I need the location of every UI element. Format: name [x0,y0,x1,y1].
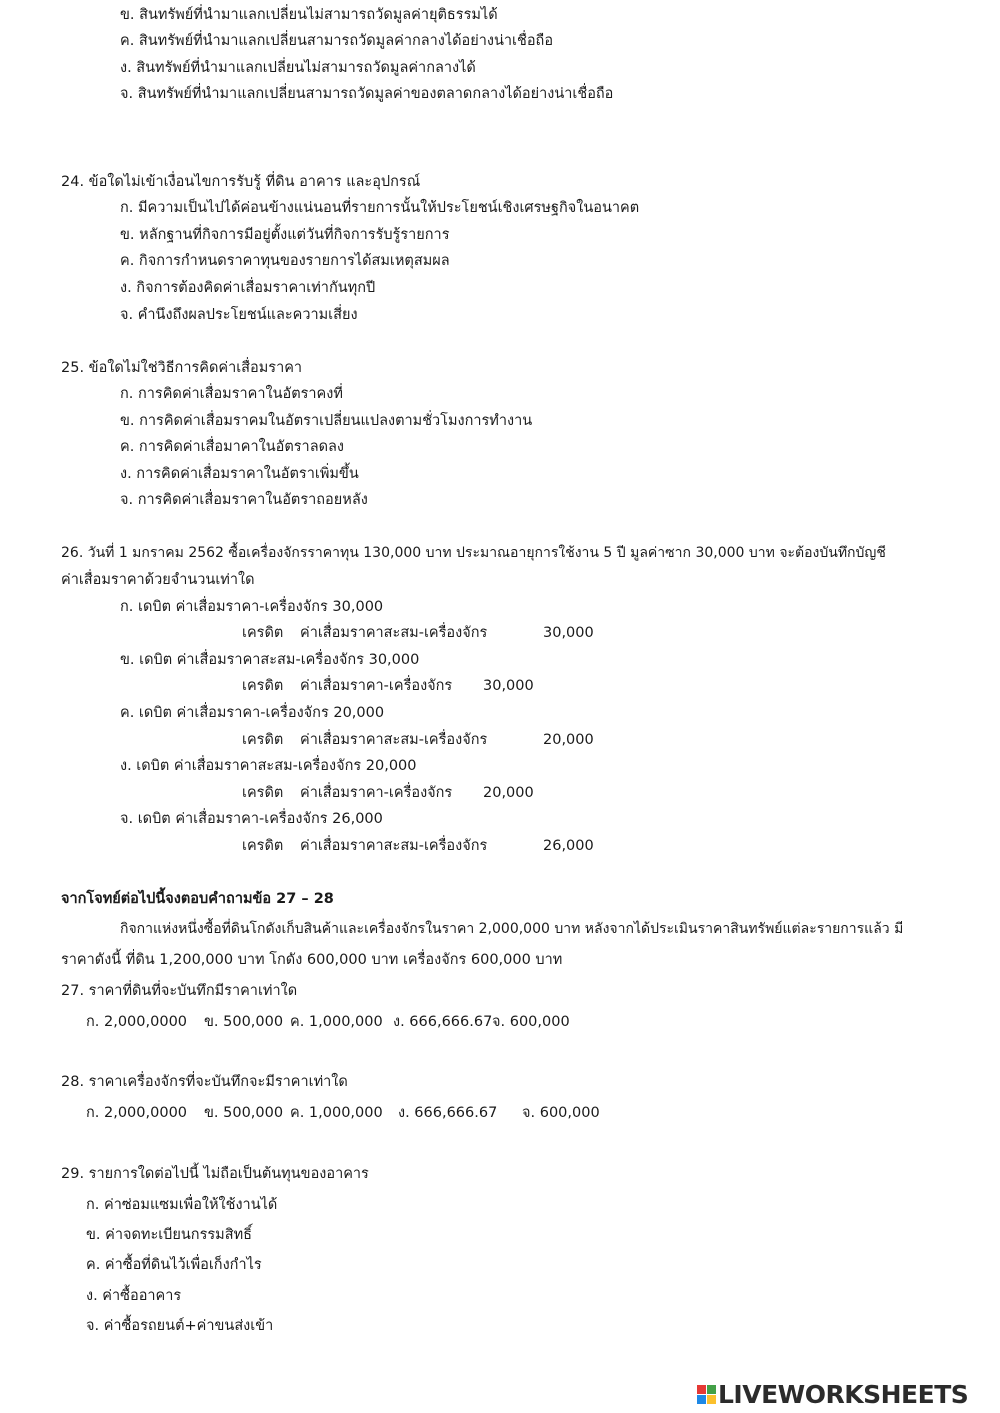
q26-credit-label: เครดิต [242,732,284,748]
q26-credit-account: ค่าเสื่อมราคา-เครื่องจักร [300,785,453,801]
q25-option: ก. การคิดค่าเสื่อมราคาในอัตราคงที่ [120,386,343,402]
q26-credit-label: เครดิต [242,785,284,801]
question-25: 25. ข้อใดไม่ใช่วิธีการคิดค่าเสื่อมราคา [61,360,303,376]
option-text: จ. สินทรัพย์ที่นำมาแลกเปลี่ยนสามารถวัดมูลค่าของตลาดกลางได้อย่างน่าเชื่อถือ [120,86,614,102]
q27-option: ง. 666,666.67 [393,1014,493,1030]
q29-option: จ. ค่าซื้อรถยนต์+ค่าขนส่งเข้า [86,1318,274,1334]
q26-option-debit: ข. เดบิต ค่าเสื่อมราคาสะสม-เครื่องจักร 30,000 [120,652,420,668]
q24-option: ค. กิจการกำหนดราคาทุนของรายการได้สมเหตุสมผล [120,253,450,269]
q26-credit-amount: 26,000 [543,838,594,854]
q26-credit-amount: 20,000 [483,785,534,801]
q26-option-debit: จ. เดบิต ค่าเสื่อมราคา-เครื่องจักร 26,000 [120,811,383,827]
q28-option: ก. 2,000,0000 [86,1105,188,1121]
q25-option: จ. การคิดค่าเสื่อมราคาในอัตราถอยหลัง [120,492,368,508]
q26-credit-label: เครดิต [242,678,284,694]
q29-option: ง. ค่าซื้ออาคาร [86,1288,182,1304]
q26-option-debit: ง. เดบิต ค่าเสื่อมราคาสะสม-เครื่องจักร 20,000 [120,758,417,774]
option-text: ข. สินทรัพย์ที่นำมาแลกเปลี่ยนไม่สามารถวัดมูลค่ายุติธรรมได้ [120,7,498,23]
section-paragraph-line1: กิจกาแห่งหนึ่งซื้อที่ดินโกดังเก็บสินค้าและเครื่องจักรในราคา 2,000,000 บาท หลังจากได้ประเมินราคาสินทรัพย์แต่ละรายการแล้ว มี [120,921,904,937]
q27-option: ค. 1,000,000 [290,1014,383,1030]
option-text: ค. สินทรัพย์ที่นำมาแลกเปลี่ยนสามารถวัดมูลค่ากลางได้อย่างน่าเชื่อถือ [120,33,554,49]
q26-credit-label: เครดิต [242,838,284,854]
section-paragraph-line2: ราคาดังนี้ ที่ดิน 1,200,000 บาท โกดัง 600,000 บาท เครื่องจักร 600,000 บาท [61,952,563,968]
q28-option: ค. 1,000,000 [290,1105,383,1121]
q26-credit-account: ค่าเสื่อมราคาสะสม-เครื่องจักร [300,732,488,748]
option-text: ง. สินทรัพย์ที่นำมาแลกเปลี่ยนไม่สามารถวัดมูลค่ากลางได้ [120,60,476,76]
question-24: 24. ข้อใดไม่เข้าเงื่อนไขการรับรู้ ที่ดิน อาคาร และอุปกรณ์ [61,174,421,190]
q26-credit-amount: 30,000 [483,678,534,694]
q25-option: ง. การคิดค่าเสื่อมราคาในอัตราเพิ่มขึ้น [120,466,359,482]
question-27: 27. ราคาที่ดินที่จะบันทึกมีราคาเท่าใด [61,983,298,999]
q26-credit-account: ค่าเสื่อมราคาสะสม-เครื่องจักร [300,838,488,854]
q26-option-debit: ก. เดบิต ค่าเสื่อมราคา-เครื่องจักร 30,000 [120,599,384,615]
q28-option: ข. 500,000 [204,1105,284,1121]
q27-option: จ. 600,000 [492,1014,570,1030]
question-29: 29. รายการใดต่อไปนี้ ไม่ถือเป็นต้นทุนของอาคาร [61,1166,369,1182]
section-heading: จากโจทย์ต่อไปนี้จงตอบคำถามข้อ 27 – 28 [61,891,334,907]
q26-credit-account: ค่าเสื่อมราคาสะสม-เครื่องจักร [300,625,488,641]
q26-credit-amount: 20,000 [543,732,594,748]
q27-option: ข. 500,000 [204,1014,284,1030]
q29-option: ข. ค่าจดทะเบียนกรรมสิทธิ์ [86,1227,252,1243]
q25-option: ข. การคิดค่าเสื่อมราคมในอัตราเปลี่ยนแปลงตามชั่วโมงการทำงาน [120,413,533,429]
q27-option: ก. 2,000,0000 [86,1014,188,1030]
q24-option: ก. มีความเป็นไปได้ค่อนข้างแน่นอนที่รายการนั้นให้ประโยชน์เชิงเศรษฐกิจในอนาคต [120,200,640,216]
q29-option: ก. ค่าซ่อมแซมเพื่อให้ใช้งานได้ [86,1197,278,1213]
question-26-line2: ค่าเสื่อมราคาด้วยจำนวนเท่าใด [61,572,255,588]
q24-option: ข. หลักฐานที่กิจการมีอยู่ตั้งแต่วันที่กิจการรับรู้รายการ [120,227,450,243]
question-28: 28. ราคาเครื่องจักรที่จะบันทึกจะมีราคาเท่าใด [61,1074,348,1090]
q24-option: ง. กิจการต้องคิดค่าเสื่อมราคาเท่ากันทุกปี [120,280,376,296]
liveworksheets-logo-text: LIVEWORKSHEETS [718,1379,969,1409]
q26-credit-amount: 30,000 [543,625,594,641]
liveworksheets-logo [697,1380,968,1408]
q25-option: ค. การคิดค่าเสื่อมาคาในอัตราลดลง [120,439,344,455]
q26-credit-account: ค่าเสื่อมราคา-เครื่องจักร [300,678,453,694]
q26-credit-label: เครดิต [242,625,284,641]
q28-option: ง. 666,666.67 [398,1105,498,1121]
q29-option: ค. ค่าซื้อที่ดินไว้เพื่อเก็งกำไร [86,1257,262,1273]
liveworksheets-logo-icon [697,1385,716,1404]
question-26-line1: 26. วันที่ 1 มกราคม 2562 ซื้อเครื่องจักรราคาทุน 130,000 บาท ประมาณอายุการใช้งาน 5 ปี มูลค่าซาก 30,000 บาท จะต้องบันทึกบัญชี [61,545,886,561]
q26-option-debit: ค. เดบิต ค่าเสื่อมราคา-เครื่องจักร 20,000 [120,705,385,721]
q28-option: จ. 600,000 [522,1105,600,1121]
q24-option: จ. คำนึงถึงผลประโยชน์และความเสี่ยง [120,307,358,323]
